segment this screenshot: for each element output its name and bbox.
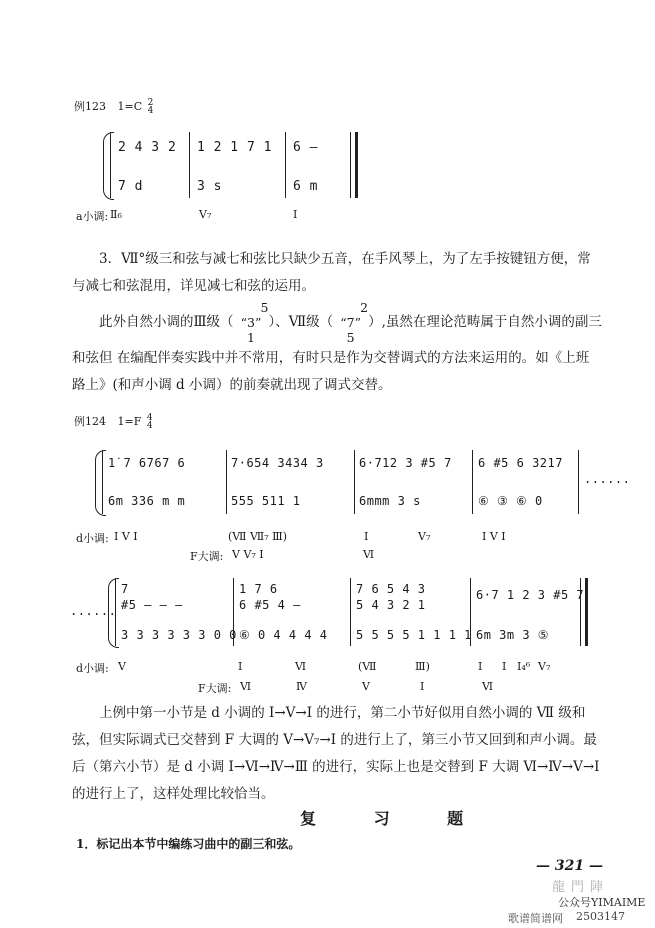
barline [472,450,473,514]
example-123-label: 例123 1=C 2 4 [74,98,154,116]
ex123-harmony: V₇ [199,208,212,221]
ex124-s2-dm: V [118,660,126,673]
page-number: — 321 — [536,858,603,874]
watermark-line1: 公众号YIMAIME [558,896,646,909]
ex123-upper-m3: 6 — [293,140,318,155]
continuation-dots: ...... [70,604,117,618]
final-barline-thick [355,132,358,198]
ex124-s2-f: V [362,680,370,693]
ex124-s2-f: Ⅳ [296,680,307,693]
ex124-s2-lower-m2: ⑥ 0 4 4 4 4 [239,628,328,642]
review-item-1: 1．标记出本节中编练习曲中的副三和弦。 [76,837,301,851]
ex123-lower-m3: 6 m [293,179,318,194]
ex124-s2-dm: (Ⅶ [358,660,377,673]
ex124-s2-dm: Ⅰ [502,660,507,673]
ex124-s1-lower-m3: 6mmm 3 s [359,494,421,508]
barline [226,450,227,514]
brace [95,450,106,516]
brace [108,578,119,648]
ex124-s1-lower-m1: 6m 336 m m [108,494,186,508]
ex124-s1-lower-m2: 555 511 1 [231,494,301,508]
watermark-line3: 2503147 [576,910,625,923]
ex124-s1-f: V V₇ Ⅰ [232,548,264,561]
barline [110,132,111,198]
ex124-s2-dm: Ⅵ [295,660,307,673]
ex124-s1-upper-m4: 6 #5 6 3217 [478,456,563,470]
paragraph-2: 此外自然小调的Ⅲ级（5 “3” 1）、Ⅶ级（2 “7” 5）,虽然在理论范畴属于自然小调的副三和弦但 在编配伴奏实践中并不常用，有时只是作为交替调式的方法来运用的。如《上班路上》(和声小调 d 小调）的前奏就出现了调式交替。 [72,300,602,393]
ex124-s2-dm: I₄⁶ [517,660,531,673]
barline [354,450,355,514]
ex124-s1-upper-m3: 6·712 3 #5 7 [359,456,452,470]
time-signature: 4 4 [146,413,153,431]
ex124-s1-dm: (Ⅶ Ⅶ₇ Ⅲ) [228,530,287,543]
ex124-s2-lower-m3: 5 5 5 5 1 1 1 1 [356,628,472,642]
review-title: 复 习 题 [300,809,490,828]
ex124-s2-upper2-m2: 6 #5 4 — [239,598,301,612]
ex124-s2-dm: V₇ [538,660,551,673]
fraction-vii: 2 “7” 5 [340,300,369,345]
ex124-s1-upper-m1: 1̇ 7 6767 6 [108,456,186,470]
ex124-s2-upper1-m3: 7 6 5 4 3 [356,582,426,596]
fraction-iii: 5 “3” 1 [240,300,269,345]
continuation-dots: ...... [584,472,631,486]
ex124-s1-f: Ⅵ [363,548,375,561]
ex124-s2-lower-m1: 3 3 3 3 3 3 0 0 [121,628,237,642]
time-signature: 2 4 [147,98,154,116]
final-barline-thick [585,578,588,646]
ex124-s2-f-label: F大调: [198,682,232,695]
ex124-s2-f: Ⅵ [240,680,252,693]
paragraph-1: 3．Ⅶ°级三和弦与减七和弦比只缺少五音，在手风琴上，为了左手按键钮方便，常与减七和弦混用，详见减七和弦的运用。 [72,251,591,294]
ex124-s2-dm: Ⅰ [238,660,243,673]
barline [578,450,579,514]
ex124-s1-dm-label: d小调: [76,532,109,545]
ex123-lower-m1: 7 d [118,179,143,194]
ex124-s1-upper-m2: 7·654 3434 3 [231,456,324,470]
final-barline-thin [350,132,351,198]
ex123-harmony-label: a小调: [76,210,109,223]
ex123-lower-m2: 3 s [197,179,222,194]
ex124-s1-lower-m4: ⑥ ③ ⑥ 0 [478,494,543,508]
ex124-s2-dm: Ⅲ) [415,660,430,673]
ex124-s2-upper1-m4: 6·7 1 2 3 #5 7 [476,588,585,602]
ex123-harmony: Ⅱ₆ [110,208,122,221]
ex123-upper-m1: 2 4 3 2 [118,140,177,155]
ex124-s1-dm: V₇ [418,530,431,543]
ex124-s2-dm: Ⅰ [478,660,483,673]
barline [350,578,351,646]
ex124-s2-upper2-m1: #5 — — — [121,598,183,612]
barline [102,450,103,514]
ex124-s2-upper1-m2: 1 7 6 [239,582,278,596]
ex124-s2-f: Ⅰ [420,680,425,693]
ex124-s1-f-label: F大调: [190,550,224,563]
ex124-s1-dm: Ⅰ V Ⅰ [482,530,506,543]
ex124-s2-f: Ⅵ [482,680,494,693]
barline [285,132,286,198]
paragraph-3: 上例中第一小节是 d 小调的 Ⅰ→V→Ⅰ 的进行，第二小节好似用自然小调的 Ⅶ 级和弦，但实际调式已交替到 F 大调的 V→V₇→Ⅰ 的进行上了，第三小节又回到和声小调。最后（第六小节）是 d 小调 Ⅰ→Ⅵ→Ⅳ→Ⅲ 的进行，实际上也是交替到 F 大调 Ⅵ→Ⅳ→V→Ⅰ 的进行上了，这样处理比较恰当。 [72,705,600,802]
ex123-upper-m2: 1 2 1 7 1 [197,140,272,155]
example-124-label: 例124 1=F 4 4 [74,413,153,431]
ex123-harmony: Ⅰ [293,208,298,221]
ex124-s2-upper2-m3: 5 4 3 2 1 [356,598,426,612]
ex124-s2-lower-m4: 6m 3m 3 ⑤ [476,628,550,642]
barline [189,132,190,198]
watermark-logo: 龍門陣 [552,880,610,895]
ex124-s2-dm-label: d小调: [76,662,109,675]
watermark-line2: 歌谱简谱网 [508,912,563,925]
barline [115,578,116,646]
ex124-s2-upper1-m1: 7 [121,582,129,596]
ex124-s1-dm: Ⅰ [364,530,369,543]
brace [103,132,114,200]
ex124-s1-dm: Ⅰ V Ⅰ [114,530,138,543]
